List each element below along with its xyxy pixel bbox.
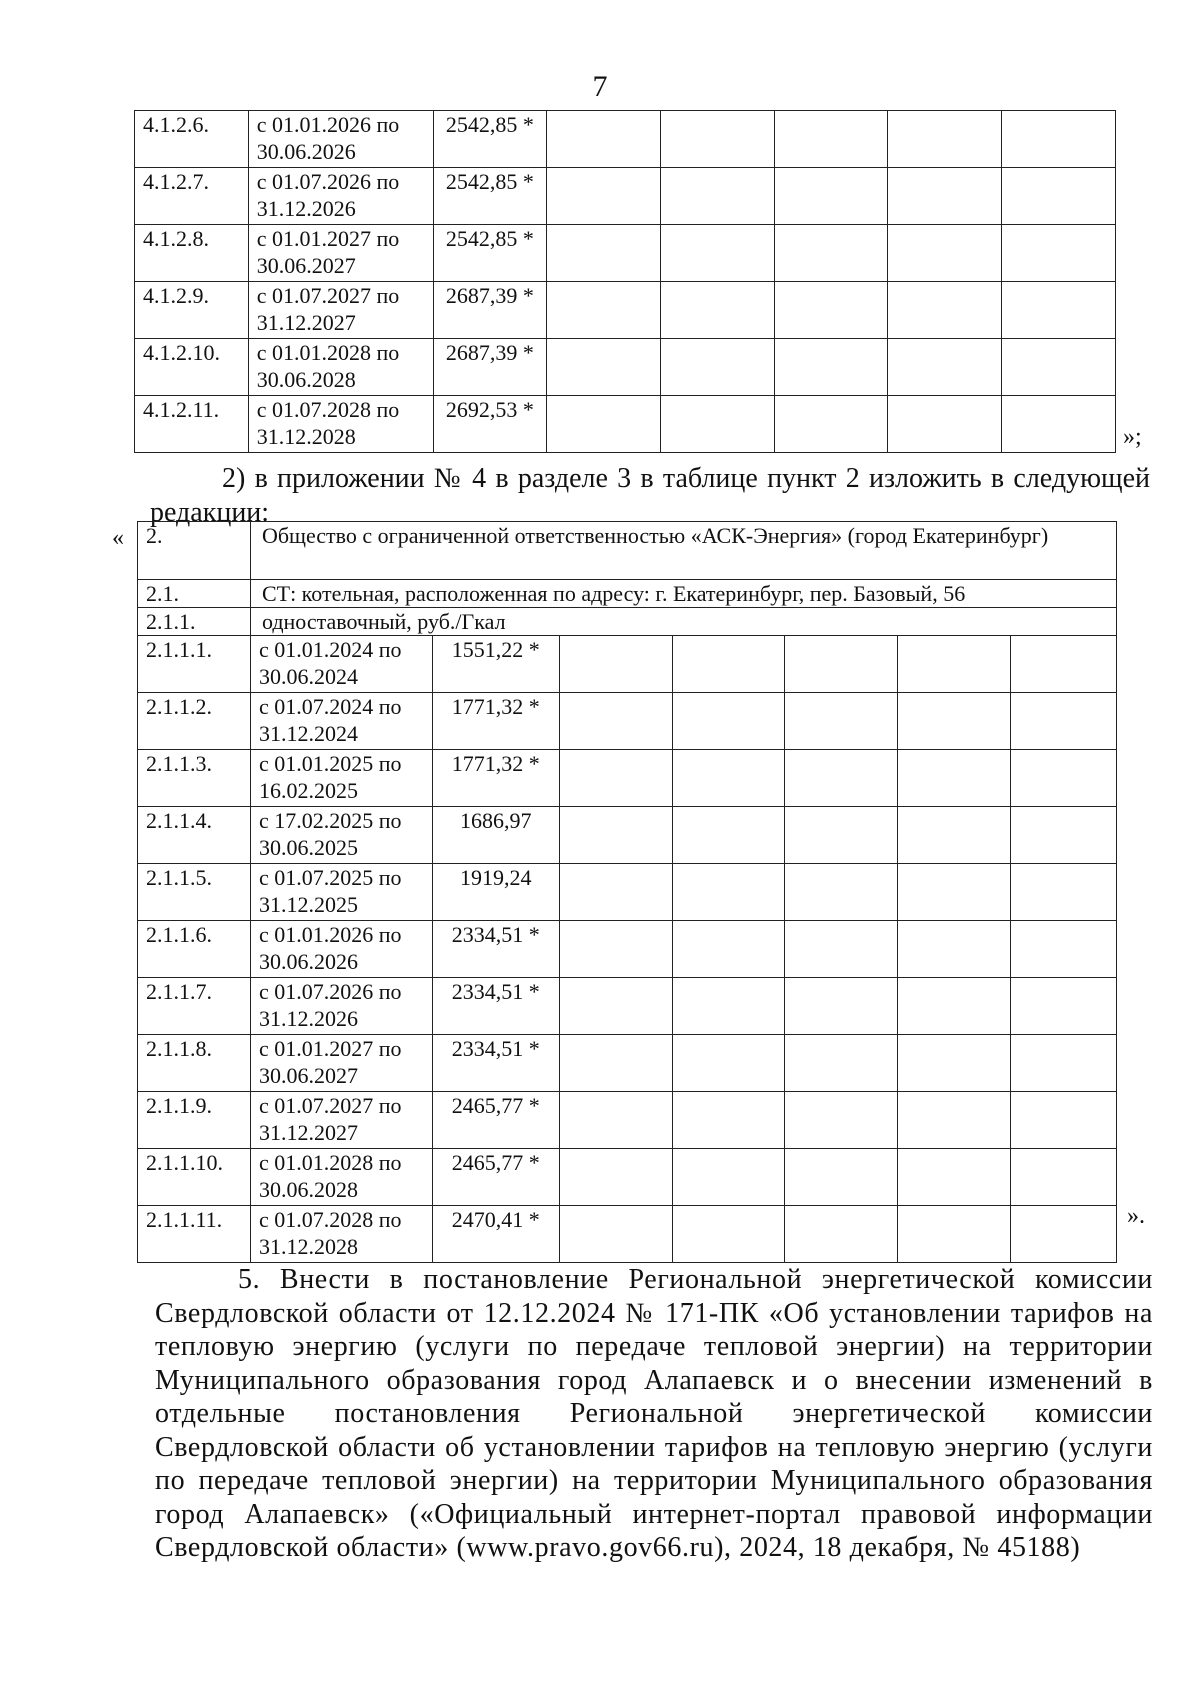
empty-cell [672, 864, 785, 921]
empty-cell [672, 807, 785, 864]
empty-cell [1011, 807, 1117, 864]
org-row [138, 522, 1117, 580]
empty-cell [888, 339, 1002, 396]
empty-cell [785, 693, 898, 750]
empty-cell [785, 1149, 898, 1206]
empty-cell [559, 1206, 672, 1263]
empty-cell [898, 636, 1011, 693]
tariff-value: 2687,39 * [433, 282, 547, 339]
period-cell: с 01.07.2025 по 31.12.2025 [250, 864, 432, 921]
row-number: 2.1.1.3. [138, 750, 251, 807]
period-cell: с 01.07.2027 по 31.12.2027 [250, 1092, 432, 1149]
empty-cell [774, 225, 888, 282]
period-cell: с 01.01.2028 по 30.06.2028 [248, 339, 433, 396]
empty-cell [785, 1035, 898, 1092]
empty-cell [559, 921, 672, 978]
empty-cell [559, 750, 672, 807]
empty-cell [1011, 1149, 1117, 1206]
opening-quote: « [112, 525, 124, 551]
empty-cell [547, 225, 661, 282]
empty-cell [774, 396, 888, 453]
tariff-table-continued [134, 110, 1116, 453]
tariff-value: 2542,85 * [433, 225, 547, 282]
empty-cell [1002, 111, 1116, 168]
table-row [138, 978, 1117, 1035]
row-number: 4.1.2.8. [135, 225, 249, 282]
empty-cell [888, 225, 1002, 282]
empty-cell [774, 339, 888, 396]
empty-cell [774, 111, 888, 168]
empty-cell [785, 750, 898, 807]
empty-cell [672, 693, 785, 750]
table-row [135, 225, 1116, 282]
period-cell: с 01.01.2025 по 16.02.2025 [250, 750, 432, 807]
rate-row [138, 608, 1117, 636]
period-cell: с 17.02.2025 по 30.06.2025 [250, 807, 432, 864]
tariff-value: 2334,51 * [432, 1035, 559, 1092]
empty-cell [1011, 693, 1117, 750]
tariff-value: 1771,32 * [432, 750, 559, 807]
empty-cell [785, 864, 898, 921]
row-number: 4.1.2.11. [135, 396, 249, 453]
empty-cell [888, 282, 1002, 339]
empty-cell [547, 111, 661, 168]
row-number: 2.1.1.8. [138, 1035, 251, 1092]
tariff-value: 2470,41 * [432, 1206, 559, 1263]
empty-cell [898, 1092, 1011, 1149]
empty-cell [1002, 282, 1116, 339]
table-row [138, 693, 1117, 750]
row-number: 2.1.1.9. [138, 1092, 251, 1149]
row-number: 2.1.1. [138, 608, 251, 636]
period-cell: с 01.01.2027 по 30.06.2027 [250, 1035, 432, 1092]
empty-cell [547, 339, 661, 396]
row-number: 2.1.1.4. [138, 807, 251, 864]
period-cell: с 01.07.2026 по 31.12.2026 [250, 978, 432, 1035]
empty-cell [888, 111, 1002, 168]
row-number: 2.1.1.1. [138, 636, 251, 693]
period-cell: с 01.07.2028 по 31.12.2028 [250, 1206, 432, 1263]
tariff-value: 2465,77 * [432, 1149, 559, 1206]
empty-cell [547, 168, 661, 225]
tariff-value: 1686,97 [432, 807, 559, 864]
empty-cell [785, 636, 898, 693]
page-number: 7 [592, 70, 608, 103]
empty-cell [1002, 396, 1116, 453]
empty-cell [547, 282, 661, 339]
empty-cell [888, 168, 1002, 225]
empty-cell [888, 396, 1002, 453]
tariff-value: 1919,24 [432, 864, 559, 921]
empty-cell [672, 636, 785, 693]
empty-cell [559, 693, 672, 750]
row-number: 2.1.1.7. [138, 978, 251, 1035]
table-row [135, 396, 1116, 453]
period-cell: с 01.07.2026 по 31.12.2026 [248, 168, 433, 225]
tariff-value: 1771,32 * [432, 693, 559, 750]
row-number: 2.1.1.5. [138, 864, 251, 921]
empty-cell [661, 111, 775, 168]
empty-cell [559, 636, 672, 693]
tariff-value: 2692,53 * [433, 396, 547, 453]
tariff-value: 2334,51 * [432, 921, 559, 978]
table-row [138, 1206, 1117, 1263]
closing-quote-2: ». [1127, 1203, 1145, 1229]
empty-cell [672, 750, 785, 807]
row-number: 2.1.1.11. [138, 1206, 251, 1263]
period-cell: с 01.01.2028 по 30.06.2028 [250, 1149, 432, 1206]
empty-cell [898, 978, 1011, 1035]
table-row [138, 921, 1117, 978]
item-5-paragraph: 5. Внести в постановление Региональной энергетической комиссии Свердловской области от 12.12.2024 № 171-ПК «Об установлении тарифов на тепловую энергию (услуги по передаче тепловой энергии) на территории Муниципального образования город Алапаевск и о внесении изменений в отдельные постановления Региональной энергетической комиссии Свердловской области об установлении тарифов на тепловую энергию (услуги по передаче тепловой энергии) на территории Муниципального образования город Алапаевск» («Официальный интернет-портал правовой информации Свердловской области» (www.pravo.gov66.ru), 2024, 18 декабря, № 45188) [155, 1264, 1153, 1563]
table-row [135, 111, 1116, 168]
rate-type: одноставочный, руб./Гкал [250, 608, 1116, 636]
empty-cell [672, 1149, 785, 1206]
row-number: 4.1.2.10. [135, 339, 249, 396]
empty-cell [559, 978, 672, 1035]
empty-cell [1002, 168, 1116, 225]
table-row [138, 807, 1117, 864]
table-row [138, 1035, 1117, 1092]
closing-quote-1: »; [1123, 424, 1142, 450]
table-row [135, 339, 1116, 396]
empty-cell [898, 750, 1011, 807]
tariff-value: 2334,51 * [432, 978, 559, 1035]
empty-cell [898, 921, 1011, 978]
empty-cell [559, 1035, 672, 1092]
empty-cell [898, 1035, 1011, 1092]
empty-cell [661, 339, 775, 396]
row-number: 2.1.1.6. [138, 921, 251, 978]
empty-cell [672, 1206, 785, 1263]
tariff-value: 2465,77 * [432, 1092, 559, 1149]
empty-cell [559, 1092, 672, 1149]
empty-cell [547, 396, 661, 453]
empty-cell [785, 978, 898, 1035]
period-cell: с 01.01.2026 по 30.06.2026 [248, 111, 433, 168]
empty-cell [774, 282, 888, 339]
system-row [138, 580, 1117, 608]
tariff-table-ask-energia [137, 521, 1117, 1263]
row-number: 2.1. [138, 580, 251, 608]
period-cell: с 01.01.2027 по 30.06.2027 [248, 225, 433, 282]
empty-cell [1011, 978, 1117, 1035]
row-number: 2.1.1.10. [138, 1149, 251, 1206]
row-number: 4.1.2.6. [135, 111, 249, 168]
empty-cell [1011, 1035, 1117, 1092]
empty-cell [785, 1206, 898, 1263]
empty-cell [1011, 750, 1117, 807]
row-number: 4.1.2.9. [135, 282, 249, 339]
empty-cell [559, 807, 672, 864]
empty-cell [1011, 864, 1117, 921]
empty-cell [559, 864, 672, 921]
empty-cell [661, 396, 775, 453]
empty-cell [898, 693, 1011, 750]
empty-cell [898, 864, 1011, 921]
table-row [135, 168, 1116, 225]
row-number: 2. [138, 522, 251, 580]
table-row [138, 750, 1117, 807]
empty-cell [661, 225, 775, 282]
empty-cell [785, 1092, 898, 1149]
empty-cell [774, 168, 888, 225]
table-row [138, 1092, 1117, 1149]
item-2-paragraph: 2) в приложении № 4 в разделе 3 в таблице пункт 2 изложить в следующей редакции: [150, 463, 1150, 528]
org-name: Общество с ограниченной ответственностью «АСК-Энергия» (город Екатеринбург) [250, 522, 1116, 580]
table-row [138, 864, 1117, 921]
empty-cell [785, 807, 898, 864]
empty-cell [898, 807, 1011, 864]
period-cell: с 01.07.2024 по 31.12.2024 [250, 693, 432, 750]
empty-cell [559, 1149, 672, 1206]
period-cell: с 01.07.2027 по 31.12.2027 [248, 282, 433, 339]
period-cell: с 01.01.2026 по 30.06.2026 [250, 921, 432, 978]
tariff-value: 2687,39 * [433, 339, 547, 396]
empty-cell [661, 282, 775, 339]
table-row [135, 282, 1116, 339]
period-cell: с 01.07.2028 по 31.12.2028 [248, 396, 433, 453]
table-row [138, 1149, 1117, 1206]
empty-cell [1011, 636, 1117, 693]
tariff-value: 2542,85 * [433, 168, 547, 225]
empty-cell [672, 1035, 785, 1092]
system-description: СТ: котельная, расположенная по адресу: г. Екатеринбург, пер. Базовый, 56 [250, 580, 1116, 608]
period-cell: с 01.01.2024 по 30.06.2024 [250, 636, 432, 693]
empty-cell [672, 978, 785, 1035]
table-row [138, 636, 1117, 693]
row-number: 2.1.1.2. [138, 693, 251, 750]
empty-cell [661, 168, 775, 225]
empty-cell [785, 921, 898, 978]
empty-cell [1011, 1206, 1117, 1263]
empty-cell [1002, 225, 1116, 282]
empty-cell [1011, 921, 1117, 978]
tariff-value: 1551,22 * [432, 636, 559, 693]
row-number: 4.1.2.7. [135, 168, 249, 225]
empty-cell [898, 1206, 1011, 1263]
empty-cell [898, 1149, 1011, 1206]
empty-cell [1011, 1092, 1117, 1149]
empty-cell [1002, 339, 1116, 396]
empty-cell [672, 1092, 785, 1149]
empty-cell [672, 921, 785, 978]
tariff-value: 2542,85 * [433, 111, 547, 168]
